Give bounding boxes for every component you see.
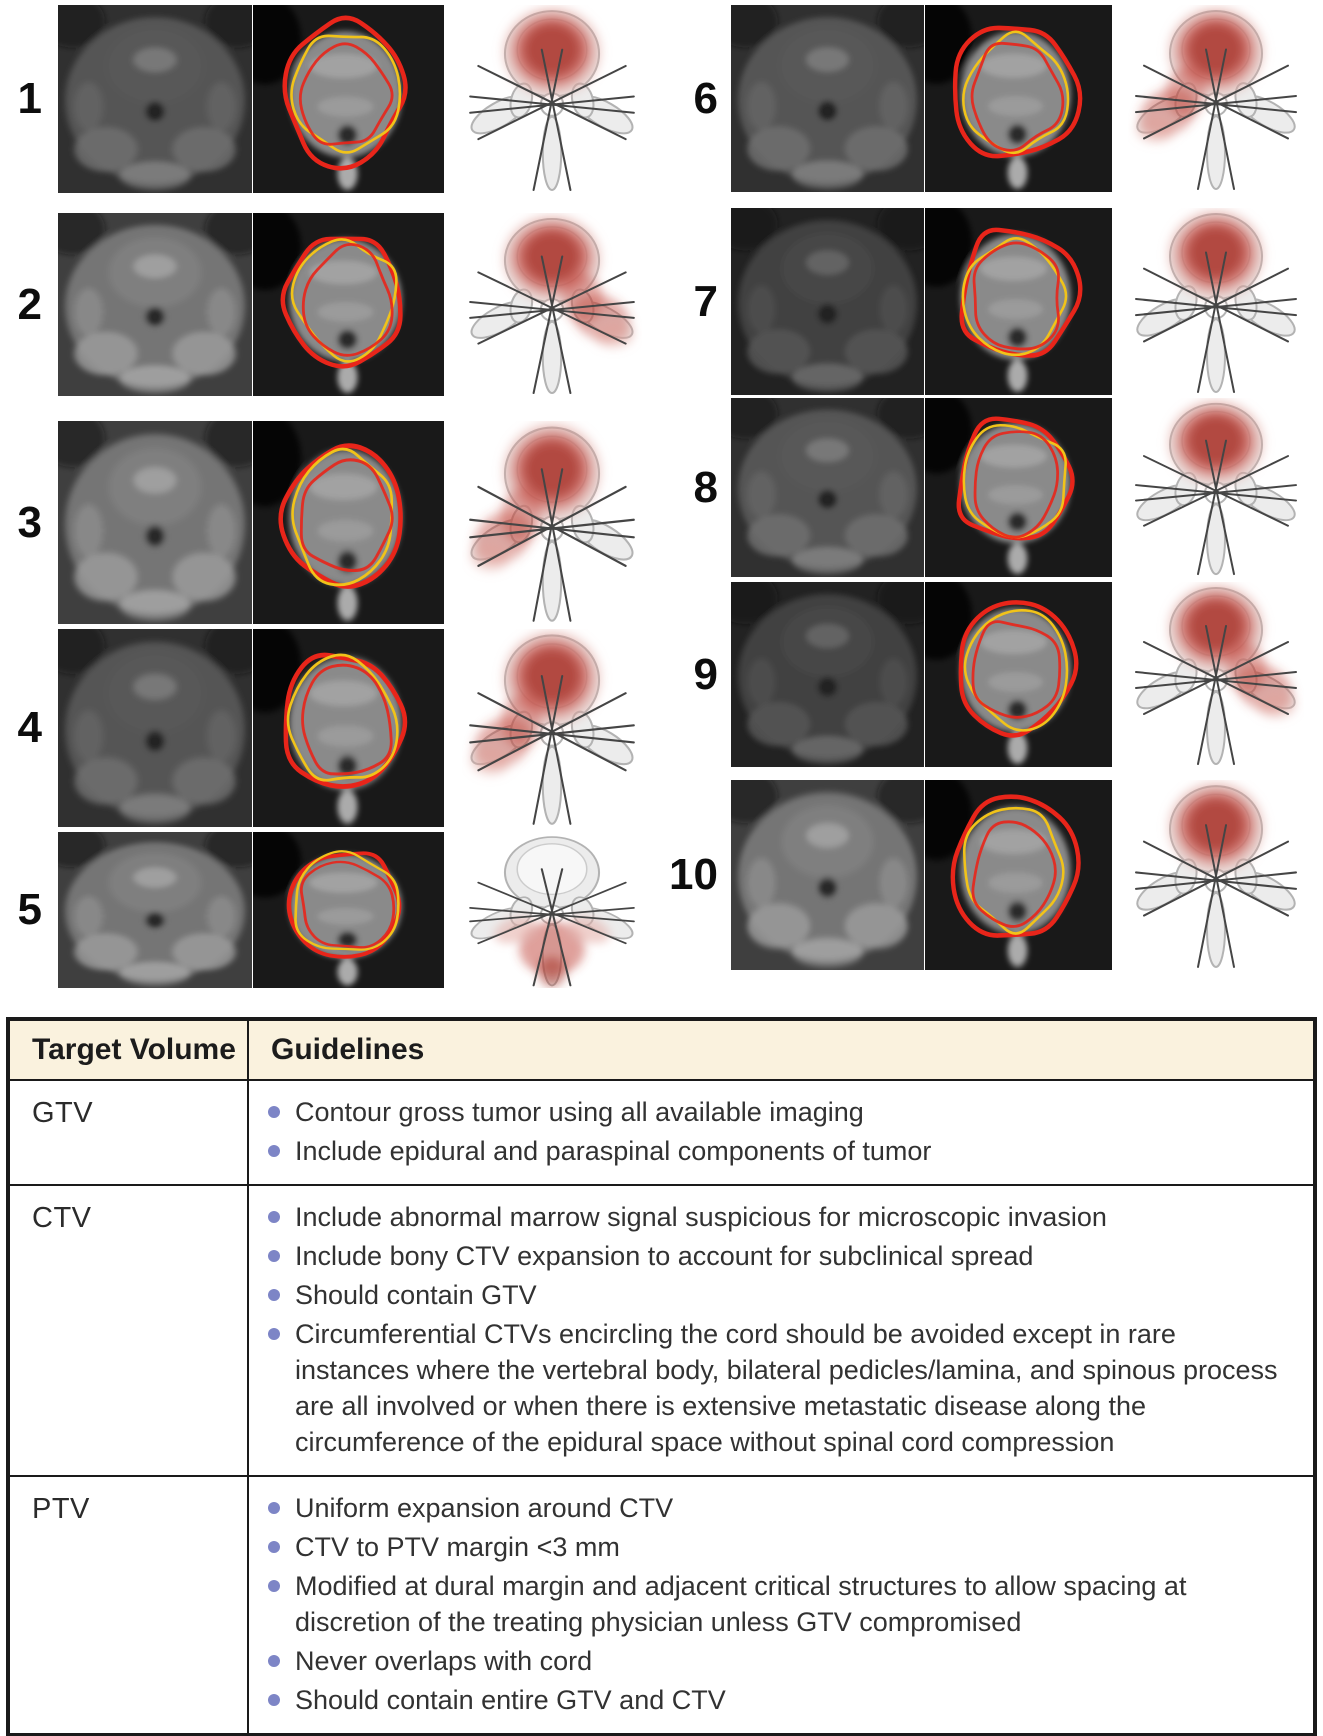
guideline-item: Contour gross tumor using all available imaging (265, 1094, 1295, 1130)
case-number: 9 (693, 649, 718, 699)
guideline-item: Uniform expansion around CTV (265, 1490, 1295, 1526)
ctv-schematic-diagram (462, 832, 642, 988)
guideline-item: Should contain GTV (265, 1277, 1295, 1313)
case-number: 5 (17, 885, 42, 934)
axial-mri-image (731, 5, 924, 192)
guideline-item: Should contain entire GTV and CTV (265, 1682, 1295, 1718)
guidelines-cell (248, 1185, 1315, 1476)
axial-mri-image (731, 780, 924, 970)
guideline-row (8, 1080, 1315, 1185)
axial-contoured-image (925, 398, 1112, 577)
guideline-item: Include epidural and paraspinal components of tumor (265, 1133, 1295, 1169)
axial-mri-image (58, 5, 252, 193)
ctv-schematic-diagram (462, 213, 642, 396)
guideline-list (265, 1199, 1295, 1460)
axial-contoured-image (253, 629, 444, 827)
guideline-item: Circumferential CTVs encircling the cord should be avoided except in rare instances where the vertebral body, bilateral pedicles/lamina, and spinous process are all involved or when there is extensive metastatic disease along the circumference of the epidural space without spinal cord compression (265, 1316, 1295, 1460)
col-header-target-volume: Target Volume (8, 1019, 248, 1080)
col-header-guidelines: Guidelines (248, 1019, 1315, 1080)
axial-contoured-image (253, 5, 444, 193)
axial-mri-image (731, 208, 924, 395)
axial-mri-image (58, 629, 252, 827)
ctv-schematic-diagram (1128, 208, 1304, 395)
table-header-row (8, 1019, 1315, 1080)
axial-contoured-image (925, 5, 1112, 192)
axial-contoured-image (925, 780, 1112, 970)
target-volume-cell: GTV (8, 1080, 248, 1185)
axial-mri-image (731, 398, 924, 577)
case-number: 2 (17, 279, 42, 329)
case-number: 1 (17, 74, 42, 123)
target-volume-cell: CTV (8, 1185, 248, 1476)
case-number: 7 (693, 276, 718, 326)
ctv-schematic-diagram (1128, 398, 1304, 577)
axial-contoured-image (925, 208, 1112, 395)
axial-mri-image (58, 213, 252, 396)
guidelines-table-wrap (6, 1017, 1317, 1736)
ctv-schematic-diagram (1128, 5, 1304, 192)
guidelines-cell (248, 1476, 1315, 1735)
axial-contoured-image (253, 832, 444, 988)
axial-contoured-image (253, 213, 444, 396)
ctv-schematic-diagram (1128, 780, 1304, 970)
axial-mri-image (58, 421, 252, 624)
guideline-item: CTV to PTV margin <3 mm (265, 1529, 1295, 1565)
target-volume-cell: PTV (8, 1476, 248, 1735)
guideline-list (265, 1490, 1295, 1718)
guideline-item: Never overlaps with cord (265, 1643, 1295, 1679)
case-number: 3 (17, 497, 42, 547)
guidelines-cell (248, 1080, 1315, 1185)
case-number: 8 (693, 462, 718, 512)
axial-mri-image (731, 582, 924, 767)
case-number: 4 (17, 703, 42, 752)
guideline-row (8, 1185, 1315, 1476)
axial-mri-image (58, 832, 252, 988)
guidelines-table (6, 1017, 1317, 1736)
ctv-schematic-diagram (462, 5, 642, 193)
guideline-item: Modified at dural margin and adjacent critical structures to allow spacing at discretion of the treating physician unless GTV compromised (265, 1568, 1295, 1640)
guideline-item: Include bony CTV expansion to account for subclinical spread (265, 1238, 1295, 1274)
case-number: 10 (669, 850, 718, 899)
axial-contoured-image (925, 582, 1112, 767)
ctv-schematic-diagram (1128, 582, 1304, 767)
axial-contoured-image (253, 421, 444, 624)
ctv-schematic-diagram (462, 629, 642, 827)
case-number: 6 (693, 73, 718, 123)
ctv-schematic-diagram (462, 421, 642, 624)
guideline-row (8, 1476, 1315, 1735)
guideline-list (265, 1094, 1295, 1169)
guideline-item: Include abnormal marrow signal suspicious for microscopic invasion (265, 1199, 1295, 1235)
